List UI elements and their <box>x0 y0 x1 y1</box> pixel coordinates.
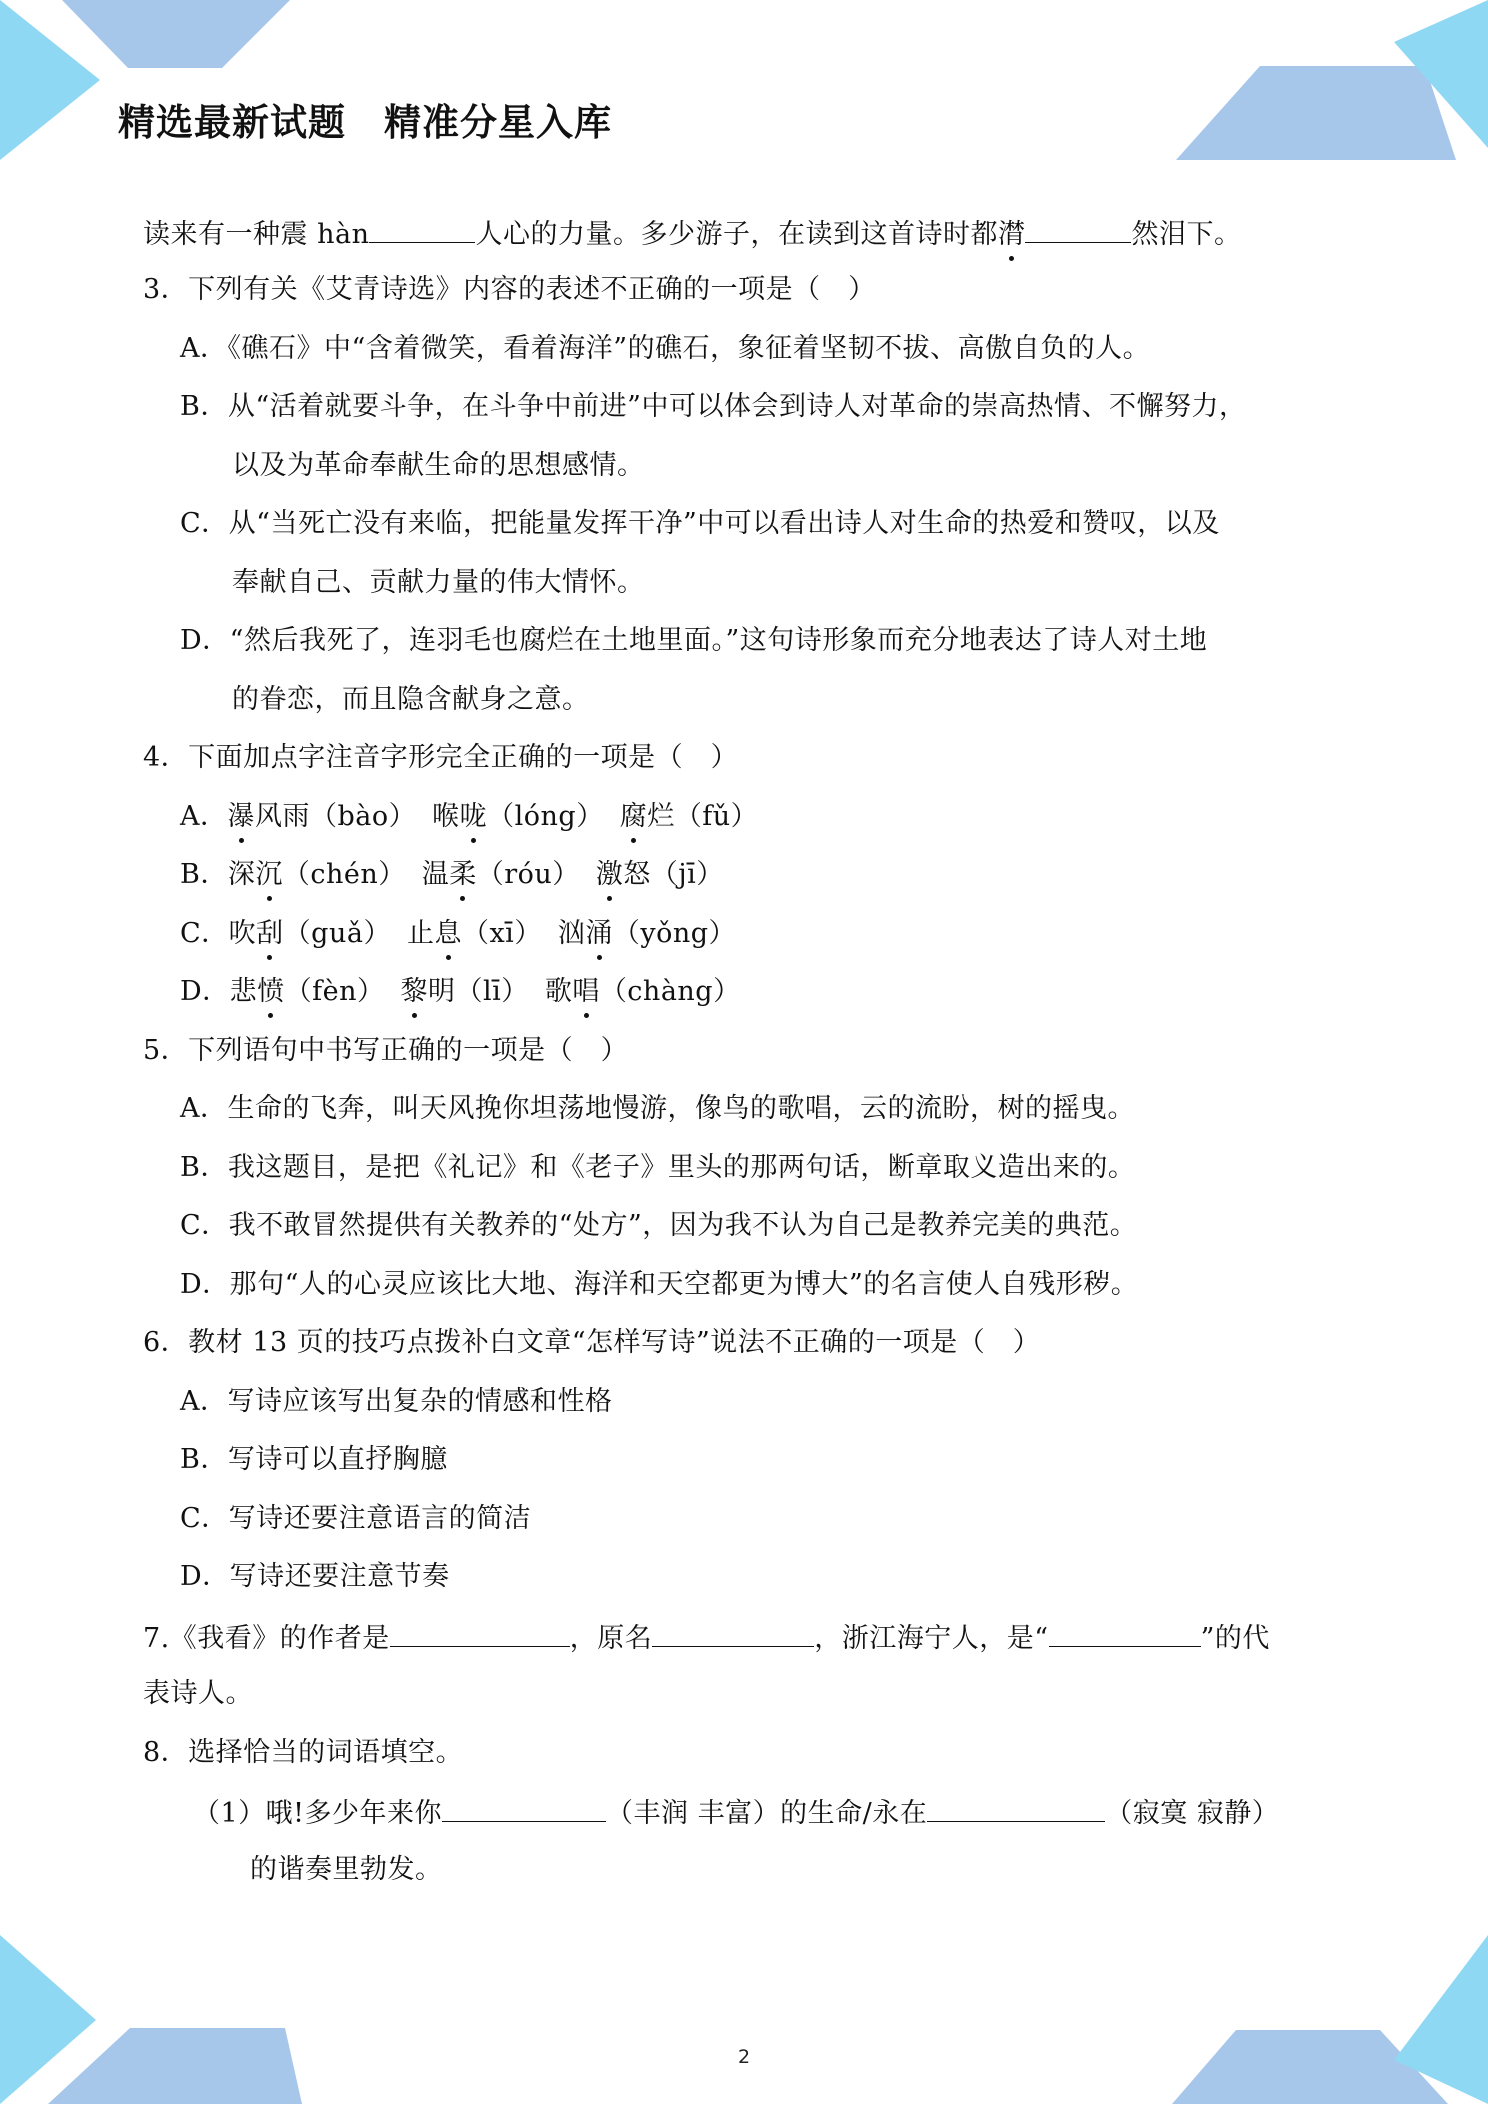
word-post: （chén） <box>282 859 406 890</box>
word-pre: 歌 <box>544 976 573 1007</box>
dotted-char: 柔 <box>449 855 477 895</box>
dotted-char: 愤 <box>257 972 285 1012</box>
word-pre: 止 <box>406 918 435 949</box>
dotted-char: 瀑 <box>228 797 256 837</box>
word-pre: 汹 <box>557 918 586 949</box>
intro-line <box>143 212 1241 255</box>
question-8-item-1 <box>193 1791 1279 1834</box>
page-number: 2 <box>737 2046 751 2068</box>
answer-blank <box>390 1616 570 1647</box>
word-post: （lóng） <box>487 801 604 832</box>
question-5-stem: 5．下列语句中书写正确的一项是（ ） <box>143 1035 629 1066</box>
bottom-left-triangle <box>0 1935 96 2104</box>
answer-blank <box>442 1791 606 1822</box>
question-3-option-d: D．“然后我死了，连羽毛也腐烂在土地里面。”这句诗形象而充分地表达了诗人对土地 <box>180 625 1208 656</box>
question-3-option-b-continued: 以及为革命奉献生命的思想感情。 <box>232 450 645 481</box>
dotted-char: 刮 <box>256 914 284 954</box>
dotted-char: 潸 <box>998 215 1026 255</box>
question-7-line <box>143 1616 1270 1659</box>
q8-text-3: （寂寞 寂静） <box>1105 1798 1280 1829</box>
dotted-char: 黎 <box>401 972 429 1012</box>
word-post: （róu） <box>476 859 580 890</box>
intro-text-3: 然泪下。 <box>1131 219 1242 250</box>
word-pre: 悲 <box>229 976 258 1007</box>
word-pre: 吹 <box>228 918 257 949</box>
word-pre: 喉 <box>432 801 460 832</box>
word-post: 风雨（bào） <box>255 801 417 832</box>
page-header-title: 精选最新试题 精准分星入库 <box>118 101 612 144</box>
top-right-band <box>1176 66 1456 160</box>
answer-blank <box>369 212 475 243</box>
word-post: 明（lī） <box>428 976 529 1007</box>
question-3-option-d-continued: 的眷恋，而且隐含献身之意。 <box>232 684 590 715</box>
question-8-stem: 8．选择恰当的词语填空。 <box>143 1737 464 1768</box>
question-6-option-a: A．写诗应该写出复杂的情感和性格 <box>180 1386 613 1417</box>
question-3-option-a: A．《礁石》中“含着微笑，看着海洋”的礁石，象征着坚韧不拔、高傲自负的人。 <box>180 333 1151 364</box>
answer-blank <box>1049 1616 1201 1647</box>
q7-text-3: ，浙江海宁人，是“ <box>814 1623 1049 1654</box>
q8-text-1: （1）哦!多少年来你 <box>193 1798 443 1829</box>
option-letter: B． <box>180 859 228 890</box>
word-post: （yǒng） <box>612 918 737 949</box>
dotted-char: 腐 <box>620 797 648 837</box>
question-5-option-a: A．生命的飞奔，叫天风挽你坦荡地慢游，像鸟的歌唱，云的流盼，树的摇曳。 <box>180 1093 1135 1124</box>
question-4-stem: 4．下面加点字注音字形完全正确的一项是（ ） <box>143 742 739 773</box>
question-3-option-c-continued: 奉献自己、贡献力量的伟大情怀。 <box>232 567 645 598</box>
word-post: 烂（fǔ） <box>647 801 759 832</box>
word-post: 怒（jī） <box>623 859 724 890</box>
question-6-option-b: B．写诗可以直抒胸臆 <box>180 1444 448 1475</box>
word-pre: 温 <box>421 859 450 890</box>
word-post: （xī） <box>461 918 542 949</box>
question-5-option-b: B．我这题目，是把《礼记》和《老子》里头的那两句话，断章取义造出来的。 <box>180 1152 1136 1183</box>
q7-text-1: 7.《我看》的作者是 <box>143 1623 390 1654</box>
bottom-right-triangle <box>1394 1935 1488 2104</box>
dotted-char: 沉 <box>255 855 283 895</box>
word-post: （fèn） <box>284 976 385 1007</box>
question-8-item-1-continued: 的谐奏里勃发。 <box>250 1854 443 1885</box>
question-5-option-d: D．那句“人的心灵应该比大地、海洋和天空都更为博大”的名言使人自残形秽。 <box>180 1269 1139 1300</box>
option-letter: A． <box>180 801 228 832</box>
word-post: （guǎ） <box>283 918 391 949</box>
top-left-band <box>62 0 290 68</box>
intro-text-1: 读来有一种震 hàn <box>143 219 370 250</box>
question-4-option-b <box>180 855 724 895</box>
question-6-option-d: D．写诗还要注意节奏 <box>180 1561 450 1592</box>
question-7-line-2: 表诗人。 <box>143 1678 253 1709</box>
question-4-option-d <box>180 972 741 1012</box>
question-6-option-c: C．写诗还要注意语言的简洁 <box>180 1503 532 1534</box>
dotted-char: 息 <box>434 914 462 954</box>
dotted-char: 唱 <box>572 972 600 1012</box>
question-3-stem: 3．下列有关《艾青诗选》内容的表述不正确的一项是（ ） <box>143 274 876 305</box>
q8-text-2: （丰润 丰富）的生命/永在 <box>606 1798 928 1829</box>
question-3-option-b: B．从“活着就要斗争，在斗争中前进”中可以体会到诗人对革命的崇高热情、不懈努力， <box>180 391 1247 422</box>
word-pre: 深 <box>227 859 256 890</box>
answer-blank <box>1025 212 1131 243</box>
question-3-option-c: C．从“当死亡没有来临，把能量发挥干净”中可以看出诗人对生命的热爱和赞叹，以及 <box>180 508 1220 539</box>
q7-text-2: ，原名 <box>569 1623 653 1654</box>
question-6-stem: 6．教材 13 页的技巧点拨补白文章“怎样写诗”说法不正确的一项是（ ） <box>143 1327 1041 1358</box>
answer-blank <box>927 1791 1105 1822</box>
dotted-char: 咙 <box>460 797 488 837</box>
dotted-char: 涌 <box>585 914 613 954</box>
top-left-triangle <box>0 0 100 160</box>
dotted-char: 激 <box>596 855 624 895</box>
answer-blank <box>652 1616 814 1647</box>
word-post: （chàng） <box>599 976 741 1007</box>
question-4-option-c <box>180 914 736 954</box>
option-letter: C． <box>180 918 229 949</box>
question-5-option-c: C．我不敢冒然提供有关教养的“处方”，因为我不认为自己是教养完美的典范。 <box>180 1210 1138 1241</box>
top-right-triangle <box>1394 0 1488 148</box>
intro-text-2: 人心的力量。多少游子，在读到这首诗时都 <box>475 219 998 250</box>
q7-text-4: ”的代 <box>1200 1623 1270 1654</box>
question-4-option-a <box>180 797 758 837</box>
option-letter: D． <box>180 976 230 1007</box>
